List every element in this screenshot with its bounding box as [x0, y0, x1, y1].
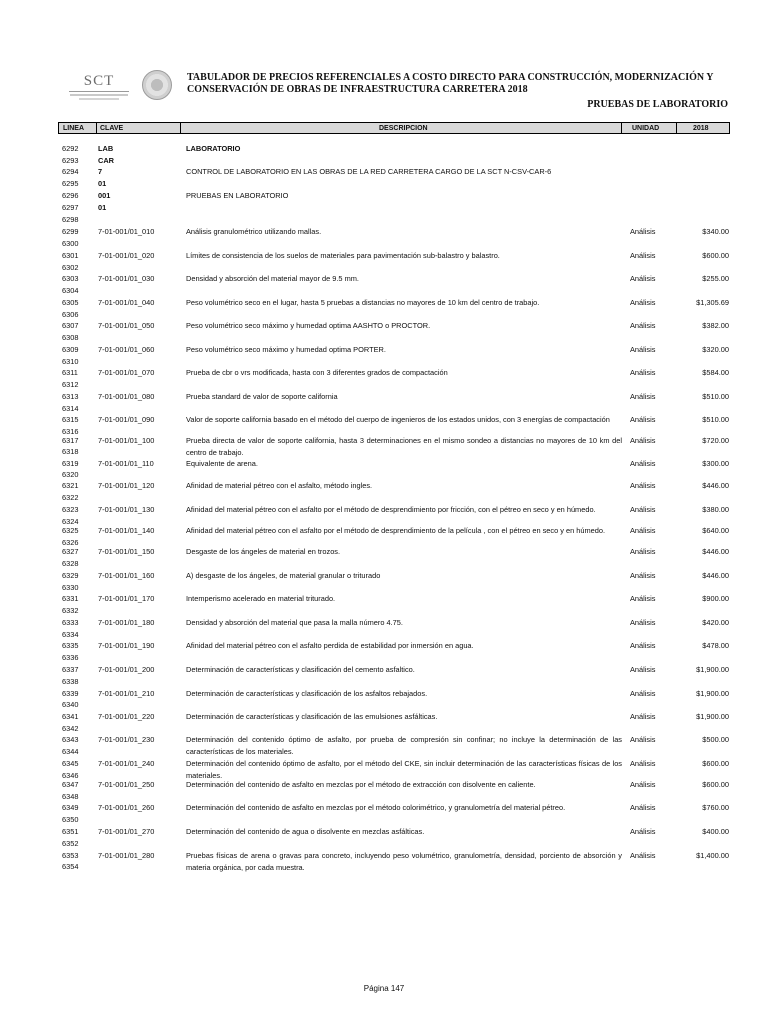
- row-line-number: 6314: [62, 404, 79, 413]
- row-unit: Análisis: [630, 735, 656, 744]
- row-line-number: 6338: [62, 677, 79, 686]
- row-unit: Análisis: [630, 689, 656, 698]
- row-description: Afinidad del material pétreo con el asfalto por el método de desprendimiento de la película , con el pétreo en seco y en húmedo.: [186, 526, 606, 535]
- row-description: A) desgaste de los ángeles, de material granular o triturado: [186, 571, 381, 580]
- row-unit: Análisis: [630, 227, 656, 236]
- row-line-number: 6311: [62, 368, 78, 377]
- row-price: $446.00: [702, 481, 729, 490]
- row-line-number: 6325: [62, 526, 79, 535]
- row-description: Determinación del contenido óptimo de asfalto, por prueba de compresión sin confinar; no incluye la determinación de las características de los materiales.: [186, 735, 622, 756]
- table-header: [58, 122, 730, 134]
- row-unit: Análisis: [630, 594, 656, 603]
- row-line-number: 6318: [62, 447, 79, 456]
- row-clave: 7-01-001/01_070: [98, 368, 155, 377]
- row-unit: Análisis: [630, 759, 656, 768]
- row-price: $340.00: [702, 227, 729, 236]
- row-line-number: 6309: [62, 345, 79, 354]
- row-price: $420.00: [702, 618, 729, 627]
- row-price: $500.00: [702, 735, 729, 744]
- row-line-number: 6315: [62, 415, 79, 424]
- row-clave: 7-01-001/01_080: [98, 392, 155, 401]
- row-description: Desgaste de los ángeles de material en trozos.: [186, 547, 341, 556]
- row-clave: 7-01-001/01_220: [98, 712, 155, 721]
- row-line-number: 6299: [62, 227, 79, 236]
- row-line-number: 6303: [62, 274, 79, 283]
- row-description: Peso volumétrico seco máximo y humedad optima AASHTO o PROCTOR.: [186, 321, 431, 330]
- row-unit: Análisis: [630, 780, 656, 789]
- row-price: $600.00: [702, 780, 729, 789]
- row-clave: 7-01-001/01_110: [98, 459, 154, 468]
- document-title: [187, 72, 727, 96]
- row-line-number: 6331: [62, 594, 79, 603]
- row-line-number: 6292: [62, 144, 79, 153]
- row-unit: Análisis: [630, 459, 656, 468]
- row-price: $720.00: [702, 436, 729, 445]
- row-line-number: 6350: [62, 815, 79, 824]
- row-price: $1,305.69: [696, 298, 729, 307]
- row-line-number: 6346: [62, 771, 79, 780]
- row-line-number: 6305: [62, 298, 79, 307]
- row-line-number: 6322: [62, 493, 79, 502]
- row-price: $1,900.00: [696, 689, 729, 698]
- row-clave: 7-01-001/01_020: [98, 251, 155, 260]
- row-line-number: 6348: [62, 792, 79, 801]
- row-unit: Análisis: [630, 547, 656, 556]
- row-price: $446.00: [702, 547, 729, 556]
- row-line-number: 6329: [62, 571, 79, 580]
- col-clave: CLAVE: [100, 125, 124, 132]
- row-clave: 7-01-001/01_250: [98, 780, 155, 789]
- section-title: PRUEBAS DE LABORATORIO: [587, 99, 728, 110]
- row-line-number: 6343: [62, 735, 79, 744]
- row-line-number: 6295: [62, 179, 79, 188]
- row-clave: 01: [98, 179, 107, 188]
- row-description: Equivalente de arena.: [186, 459, 258, 468]
- row-line-number: 6306: [62, 310, 79, 319]
- row-clave: 7-01-001/01_150: [98, 547, 155, 556]
- row-price: $300.00: [702, 459, 729, 468]
- row-unit: Análisis: [630, 392, 656, 401]
- row-clave: 7: [98, 167, 103, 176]
- row-description: LABORATORIO: [186, 144, 241, 153]
- row-unit: Análisis: [630, 415, 656, 424]
- row-line-number: 6333: [62, 618, 79, 627]
- row-clave: 7-01-001/01_170: [98, 594, 155, 603]
- row-price: $510.00: [702, 392, 729, 401]
- row-description: Afinidad del material pétreo con el asfalto por el método de desprendimiento por fricción, con el pétreo en seco y en húmedo.: [186, 505, 596, 514]
- row-line-number: 6332: [62, 606, 79, 615]
- row-unit: Análisis: [630, 345, 656, 354]
- row-description: Intemperismo acelerado en material triturado.: [186, 594, 336, 603]
- row-line-number: 6328: [62, 559, 79, 568]
- row-price: $255.00: [702, 274, 729, 283]
- row-line-number: 6293: [62, 155, 79, 165]
- sct-logo: [66, 70, 178, 104]
- row-clave: 7-01-001/01_270: [98, 827, 155, 836]
- row-unit: Análisis: [630, 827, 656, 836]
- row-price: $382.00: [702, 321, 729, 330]
- row-price: $1,900.00: [696, 712, 729, 721]
- row-clave: 7-01-001/01_120: [98, 481, 155, 490]
- col-descripcion: DESCRIPCION: [379, 125, 428, 132]
- row-clave: 7-01-001/01_030: [98, 274, 155, 283]
- row-description: Prueba directa de valor de soporte california, hasta 3 determinaciones en el mismo sondeo a distancias no mayores de 10 km del centro de trabajo.: [186, 436, 622, 457]
- row-line-number: 6349: [62, 803, 79, 812]
- row-line-number: 6307: [62, 321, 79, 330]
- row-unit: Análisis: [630, 851, 656, 860]
- row-line-number: 6326: [62, 538, 79, 547]
- row-price: $900.00: [702, 594, 729, 603]
- row-price: $380.00: [702, 505, 729, 514]
- row-line-number: 6335: [62, 641, 79, 650]
- row-line-number: 6297: [62, 203, 79, 212]
- row-clave: 7-01-001/01_200: [98, 665, 155, 674]
- row-price: $640.00: [702, 526, 729, 535]
- row-clave: 7-01-001/01_100: [98, 436, 155, 445]
- row-clave: 7-01-001/01_140: [98, 526, 155, 535]
- row-unit: Análisis: [630, 481, 656, 490]
- row-clave: LAB: [98, 144, 114, 153]
- row-line-number: 6300: [62, 239, 79, 248]
- row-description: Prueba standard de valor de soporte california: [186, 392, 338, 401]
- row-description: Peso volumétrico seco en el lugar, hasta 5 pruebas a distancias no mayores de 10 km del centro de trabajo.: [186, 298, 540, 307]
- row-unit: Análisis: [630, 436, 656, 445]
- row-clave: 7-01-001/01_090: [98, 415, 155, 424]
- row-line-number: 6324: [62, 517, 79, 526]
- row-line-number: 6321: [62, 481, 79, 490]
- row-clave: 7-01-001/01_260: [98, 803, 155, 812]
- row-description: Afinidad del material pétreo con el asfalto perdida de estabilidad por inmersión en agua.: [186, 641, 474, 650]
- row-line-number: 6312: [62, 380, 79, 389]
- row-price: $600.00: [702, 251, 729, 260]
- row-unit: Análisis: [630, 665, 656, 674]
- row-line-number: 6317: [62, 436, 79, 445]
- national-seal-icon: [142, 70, 172, 100]
- row-line-number: 6344: [62, 747, 79, 756]
- row-description: Determinación del contenido de asfalto en mezclas por el método colorimétrico, y granulometría del material pétreo.: [186, 803, 566, 812]
- row-description: Peso volumétrico seco máximo y humedad optima PORTER.: [186, 345, 386, 354]
- row-price: $400.00: [702, 827, 729, 836]
- row-line-number: 6302: [62, 263, 79, 272]
- row-price: $600.00: [702, 759, 729, 768]
- row-description: Determinación de características y clasificación de los asfaltos rebajados.: [186, 689, 428, 698]
- row-line-number: 6354: [62, 862, 79, 871]
- title-line-1: TABULADOR DE PRECIOS REFERENCIALES A COSTO DIRECTO PARA CONSTRUCCIÓN, MODERNIZACIÓN Y: [187, 72, 714, 83]
- row-line-number: 6301: [62, 251, 79, 260]
- row-line-number: 6342: [62, 724, 79, 733]
- row-clave: 7-01-001/01_230: [98, 735, 155, 744]
- row-line-number: 6341: [62, 712, 79, 721]
- row-line-number: 6313: [62, 392, 79, 401]
- row-line-number: 6352: [62, 839, 79, 848]
- row-unit: Análisis: [630, 298, 656, 307]
- row-unit: Análisis: [630, 571, 656, 580]
- sct-logo-text: SCT: [83, 73, 115, 89]
- row-description: Pruebas físicas de arena o gravas para concreto, incluyendo peso volumétrico, granulometría, densidad, porciento de absorción y materia orgánica, por cada muestra.: [186, 851, 622, 872]
- row-clave: 7-01-001/01_160: [98, 571, 155, 580]
- row-unit: Análisis: [630, 712, 656, 721]
- row-clave: 7-01-001/01_210: [98, 689, 155, 698]
- row-description: Valor de soporte california basado en el método del cuerpo de ingenieros de los estados unidos, con 3 energías de compactación: [186, 415, 610, 424]
- row-price: $760.00: [702, 803, 729, 812]
- row-line-number: 6351: [62, 827, 79, 836]
- row-line-number: 6340: [62, 700, 79, 709]
- row-unit: Análisis: [630, 251, 656, 260]
- row-description: Determinación del contenido de agua o disolvente en mezclas asfálticas.: [186, 827, 425, 836]
- row-line-number: 6336: [62, 653, 79, 662]
- row-line-number: 6327: [62, 547, 79, 556]
- row-unit: Análisis: [630, 321, 656, 330]
- row-description: Determinación del contenido de asfalto en mezclas por el método de extracción con disolvente en caliente.: [186, 780, 536, 789]
- row-unit: Análisis: [630, 274, 656, 283]
- row-description: Análisis granulométrico utilizando mallas.: [186, 227, 322, 236]
- row-price: $1,900.00: [696, 665, 729, 674]
- row-line-number: 6298: [62, 215, 79, 224]
- row-description: Densidad y absorción del material mayor de 9.5 mm.: [186, 274, 359, 283]
- row-description: Prueba de cbr o vrs modificada, hasta con 3 diferentes grados de compactación: [186, 368, 448, 377]
- row-line-number: 6310: [62, 357, 79, 366]
- row-clave: 001: [98, 191, 111, 200]
- row-unit: Análisis: [630, 368, 656, 377]
- row-line-number: 6304: [62, 286, 79, 295]
- row-unit: Análisis: [630, 803, 656, 812]
- row-line-number: 6316: [62, 427, 79, 436]
- row-description: Afinidad de material pétreo con el asfalto, método ingles.: [186, 481, 373, 490]
- col-linea: LINEA: [63, 125, 84, 132]
- row-clave: 7-01-001/01_040: [98, 298, 155, 307]
- row-price: $478.00: [702, 641, 729, 650]
- row-line-number: 6323: [62, 505, 79, 514]
- row-clave: 7-01-001/01_280: [98, 851, 155, 860]
- row-clave: 7-01-001/01_050: [98, 321, 155, 330]
- row-description: CONTROL DE LABORATORIO EN LAS OBRAS DE LA RED CARRETERA CARGO DE LA SCT N-CSV-CAR-6: [186, 167, 552, 176]
- row-line-number: 6339: [62, 689, 79, 698]
- sct-wordmark: [66, 72, 132, 100]
- row-description: Densidad y absorción del material que pasa la malla número 4.75.: [186, 618, 403, 627]
- row-line-number: 6294: [62, 167, 79, 176]
- page-number: Página 147: [363, 984, 405, 993]
- row-price: $584.00: [702, 368, 729, 377]
- row-line-number: 6347: [62, 780, 79, 789]
- row-line-number: 6319: [62, 459, 79, 468]
- row-clave: 01: [98, 203, 107, 212]
- row-line-number: 6330: [62, 583, 79, 592]
- row-price: $1,400.00: [696, 851, 729, 860]
- row-line-number: 6353: [62, 851, 79, 860]
- row-unit: Análisis: [630, 618, 656, 627]
- row-line-number: 6334: [62, 630, 79, 639]
- row-clave: 7-01-001/01_010: [98, 227, 155, 236]
- row-description: PRUEBAS EN LABORATORIO: [186, 191, 289, 200]
- row-line-number: 6337: [62, 665, 79, 674]
- row-clave: 7-01-001/01_180: [98, 618, 155, 627]
- row-unit: Análisis: [630, 641, 656, 650]
- row-clave: 7-01-001/01_240: [98, 759, 155, 768]
- col-year: 2018: [693, 125, 709, 132]
- title-line-2: CONSERVACIÓN DE OBRAS DE INFRAESTRUCTURA CARRETERA 2018: [187, 84, 528, 95]
- row-description: Determinación de características y clasificación del cemento asfaltico.: [186, 665, 415, 674]
- row-unit: Análisis: [630, 505, 656, 514]
- row-price: $446.00: [702, 571, 729, 580]
- row-description: Determinación de características y clasificación de las emulsiones asfálticas.: [186, 712, 438, 721]
- row-clave: CAR: [98, 155, 115, 165]
- row-clave: 7-01-001/01_190: [98, 641, 155, 650]
- row-description: Límites de consistencia de los suelos de materiales para pavimentación sub-balastro y balastro.: [186, 251, 500, 260]
- row-description: Determinación del contenido óptimo de asfalto, por el método del CKE, sin incluir determinación de las características físicas de los materiales.: [186, 759, 622, 780]
- row-price: $320.00: [702, 345, 729, 354]
- row-line-number: 6320: [62, 470, 79, 479]
- row-clave: 7-01-001/01_130: [98, 505, 155, 514]
- col-unidad: UNIDAD: [632, 125, 660, 132]
- row-line-number: 6296: [62, 191, 79, 200]
- row-clave: 7-01-001/01_060: [98, 345, 155, 354]
- row-price: $510.00: [702, 415, 729, 424]
- row-line-number: 6345: [62, 759, 79, 768]
- row-line-number: 6308: [62, 333, 79, 342]
- row-unit: Análisis: [630, 526, 656, 535]
